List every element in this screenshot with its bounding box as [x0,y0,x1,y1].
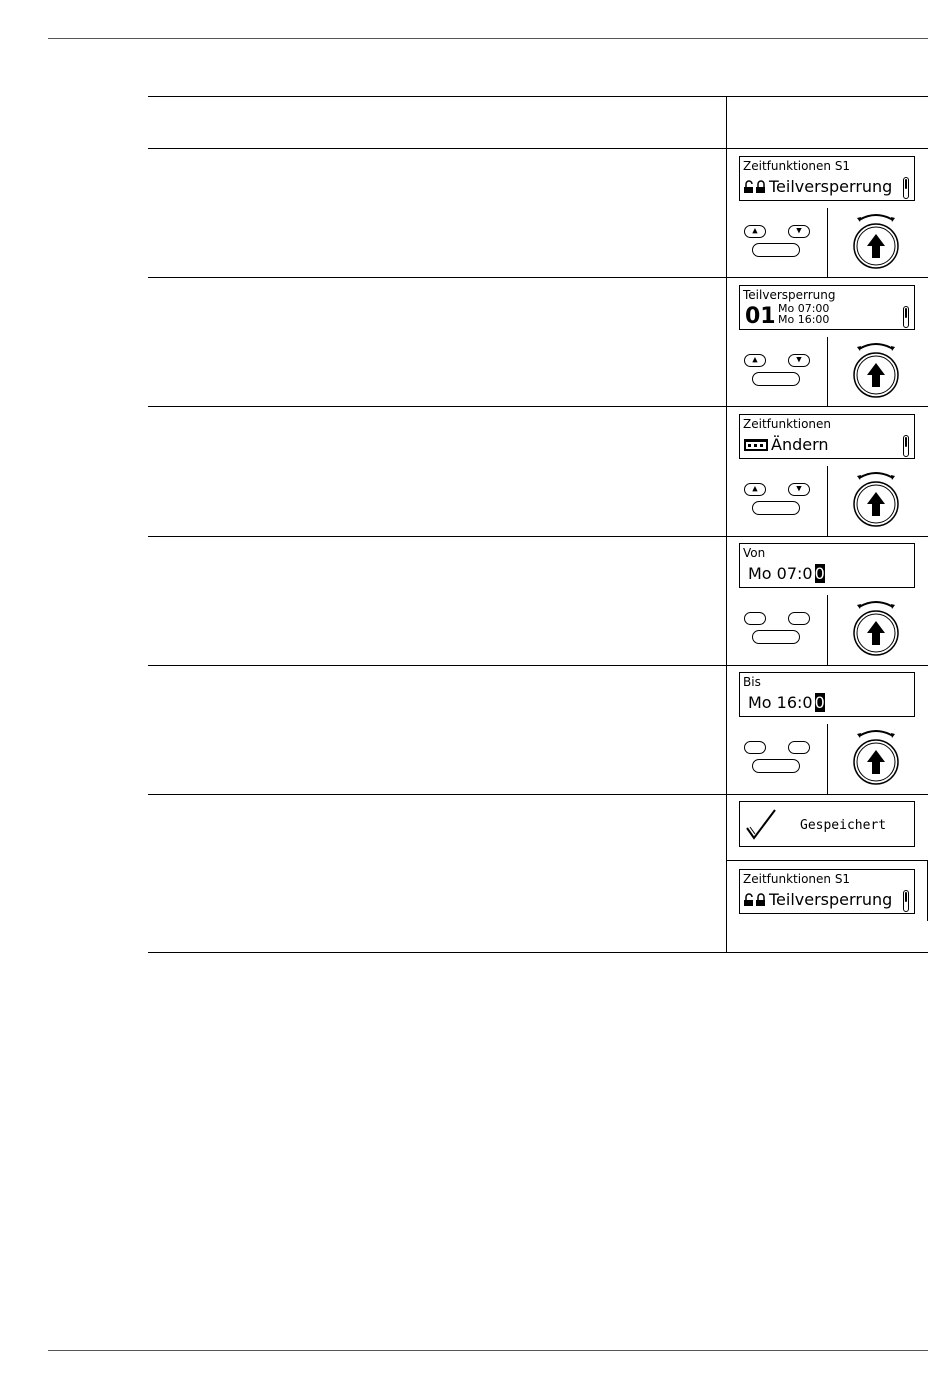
rotary-knob-icon[interactable] [851,210,901,272]
down-arrow-button[interactable]: ▼ [788,483,810,496]
table-line [148,148,928,149]
edit-cursor: 0 [814,693,825,712]
entry-number: 01 [745,304,776,329]
control-panel-step2 [727,337,915,407]
lcd-line1: Teilversperrung [743,288,836,302]
lock-icon [743,180,767,194]
rotary-knob-icon[interactable] [851,597,901,659]
down-arrow-button[interactable]: ▼ [788,225,810,238]
up-arrow-button[interactable]: ▲ [744,354,766,367]
lcd-line2: Ändern [743,435,829,454]
saved-text: Gespeichert [800,818,887,833]
panel-divider [827,595,828,665]
header-rule [48,38,928,39]
up-arrow-button[interactable]: ▲ [744,225,766,238]
lcd-line2: Teilversperrung [743,890,892,909]
lcd-line1: Zeitfunktionen S1 [743,872,851,886]
lcd-line1: Zeitfunktionen S1 [743,159,851,173]
edit-cursor: 0 [814,564,825,583]
center-button[interactable] [752,372,800,386]
lock-icon [743,893,767,907]
entry-to: Mo 16:00 [778,313,830,326]
lcd-display-step4 [739,543,915,588]
up-arrow-button[interactable]: ▲ [744,483,766,496]
lcd-display-step3 [739,414,915,459]
control-panel-step4 [727,595,915,665]
scrollbar-icon [903,177,909,199]
table-line [148,665,928,666]
lcd-line2: Teilversperrung [743,177,892,196]
lcd-display-step5 [739,672,915,717]
table-line [148,794,928,795]
entry-from: Mo 07:00 [778,302,830,315]
panel-divider [827,466,828,536]
center-button[interactable] [752,243,800,257]
lcd-line2: Mo 07:0 0 [748,564,825,583]
panel-divider [827,208,828,278]
center-button[interactable] [752,501,800,515]
scrollbar-icon [903,306,909,328]
center-button[interactable] [752,759,800,773]
lcd-display-step1 [739,156,915,201]
down-arrow-button[interactable]: ▼ [788,354,810,367]
panel-divider [827,337,828,407]
rotary-knob-icon[interactable] [851,726,901,788]
footer-rule [48,1350,928,1351]
control-panel-step1 [727,208,915,278]
control-panel-step5 [727,724,915,794]
lcd-display-final [739,869,915,914]
right-button[interactable] [788,612,810,625]
scrollbar-icon [903,890,909,912]
table-line [148,96,928,97]
calendar-icon [743,438,769,452]
right-button[interactable] [788,741,810,754]
control-panel-step3 [727,466,915,536]
lcd-line2: Mo 16:0 0 [748,693,825,712]
lcd-line1: Zeitfunktionen [743,417,832,431]
table-line [148,952,928,953]
lcd-line1: Bis [743,675,761,689]
lcd-line1: Von [743,546,766,560]
center-button[interactable] [752,630,800,644]
checkmark-icon [744,808,778,842]
left-button[interactable] [744,612,766,625]
panel-divider [827,724,828,794]
scrollbar-icon [903,435,909,457]
saved-message-display [739,801,915,847]
table-line [148,536,928,537]
rotary-knob-icon[interactable] [851,468,901,530]
left-button[interactable] [744,741,766,754]
lcd-display-step2 [739,285,915,330]
rotary-knob-icon[interactable] [851,339,901,401]
